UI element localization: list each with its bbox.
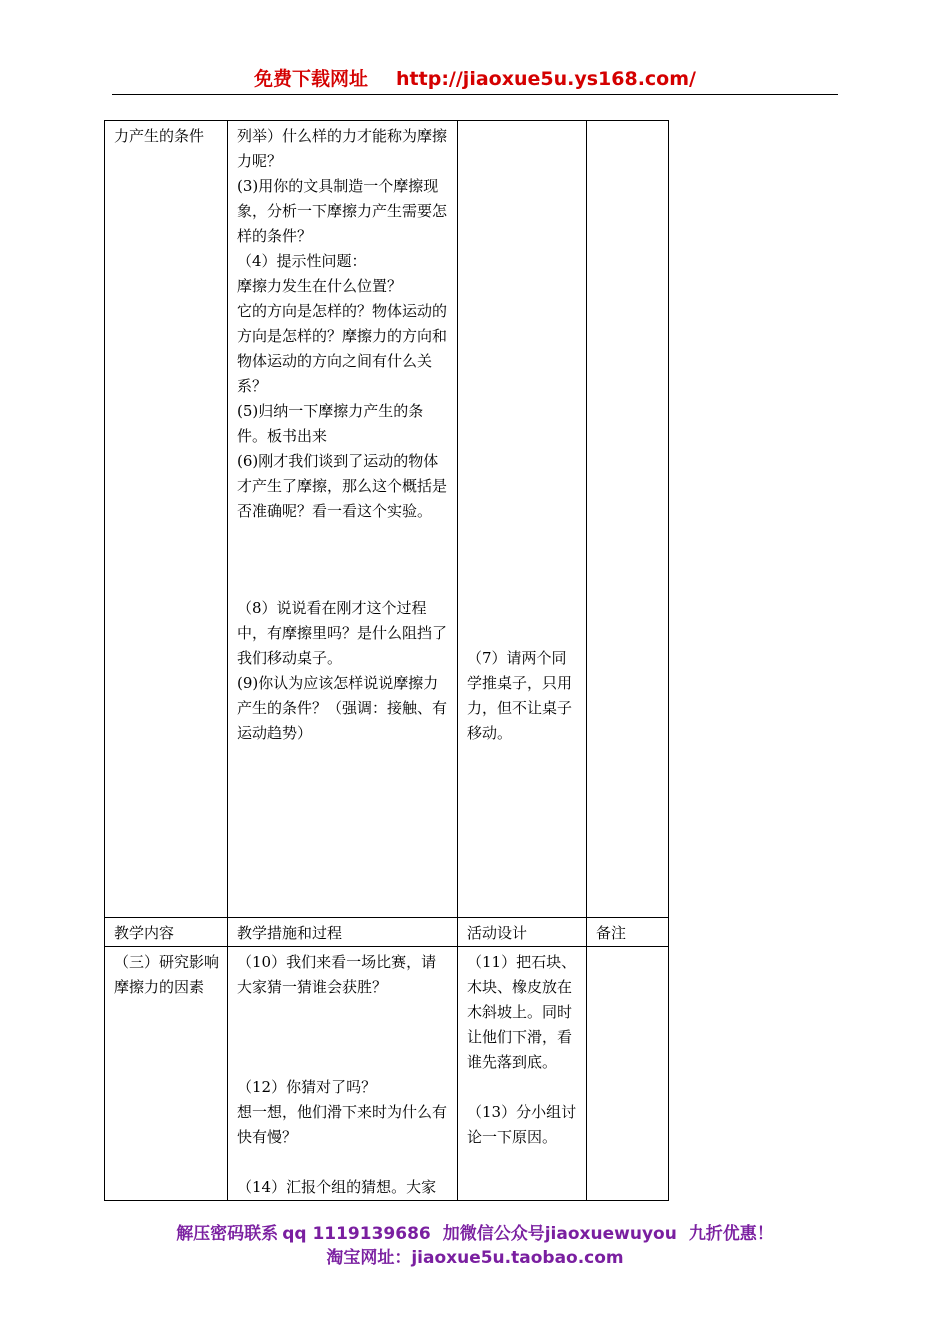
column-header: 教学内容 [105,918,228,947]
table-row [105,121,669,918]
cell-process [228,121,458,918]
column-header: 备注 [587,918,669,947]
page-header [112,64,838,95]
process-paragraph: （10）我们来看一场比赛，请大家猜一猜谁会获胜？ [237,953,437,996]
process-paragraph: （8）说说看在刚才这个过程中，有摩擦里吗？是什么阻挡了我们移动桌子。 [237,599,448,667]
cell-activity [458,121,587,918]
footer-taobao-line[interactable]: 淘宝网址：jiaoxue5u.taobao.com [326,1248,624,1268]
cell-remarks [587,121,669,918]
footer-qq: qq 1119139686 [282,1224,431,1244]
lesson-plan-table [104,120,669,1201]
topic-text: （三）研究影响摩擦力的因素 [114,953,220,996]
topic-text: 力产生的条件 [114,127,205,145]
table-header-row [105,918,669,947]
table-row [105,947,669,1201]
activity-paragraph: （11）把石块、木块、橡皮放在木斜坡上。同时让他们下滑，看谁先落到底。 [467,953,577,1071]
cell-content-topic [105,121,228,918]
cell-process [228,947,458,1201]
process-paragraph: 它的方向是怎样的？物体运动的方向是怎样的？摩擦力的方向和物体运动的方向之间有什么关系？ [237,302,448,395]
footer-password-label: 解压密码联系 [176,1224,279,1244]
activity-paragraph: （13）分小组讨论一下原因。 [467,1103,577,1146]
activity-paragraph: （7）请两个同学推桌子，只用力，但不让桌子移动。 [467,649,573,742]
process-paragraph: （4）提示性问题： [237,252,367,270]
cell-activity [458,947,587,1201]
cell-remarks [587,947,669,1201]
process-paragraph: 想一想，他们滑下来时为什么有快有慢？ [237,1103,448,1146]
process-paragraph: (5)归纳一下摩擦力产生的条件。板书出来 [237,402,424,445]
footer-contact-line [0,1219,950,1244]
column-header: 教学措施和过程 [228,918,458,947]
process-paragraph: 列举）什么样的力才能称为摩擦力呢？ [237,127,448,170]
process-paragraph: （14）汇报个组的猜想。大家 [237,1178,437,1196]
footer-discount: 九折优惠！ [688,1224,774,1244]
footer-wechat-label: 加微信公众号 [442,1224,545,1244]
process-paragraph: 摩擦力发生在什么位置？ [237,277,403,295]
column-header: 活动设计 [458,918,587,947]
footer-wechat-id: jiaoxuewuyou [544,1224,677,1244]
process-paragraph: (6)刚才我们谈到了运动的物体才产生了摩擦，那么这个概括是否准确呢？看一看这个实验。 [237,452,448,520]
header-label: 免费下载网址 [254,68,369,90]
process-paragraph: (9)你认为应该怎样说说摩擦力产生的条件？（强调：接触、有运动趋势） [237,674,448,742]
header-url-link[interactable]: http://jiaoxue5u.ys168.com/ [396,68,696,90]
cell-content-topic [105,947,228,1201]
process-paragraph: （12）你猜对了吗？ [237,1078,377,1096]
process-paragraph: (3)用你的文具制造一个摩擦现象，分析一下摩擦力产生需要怎样的条件？ [237,177,448,245]
